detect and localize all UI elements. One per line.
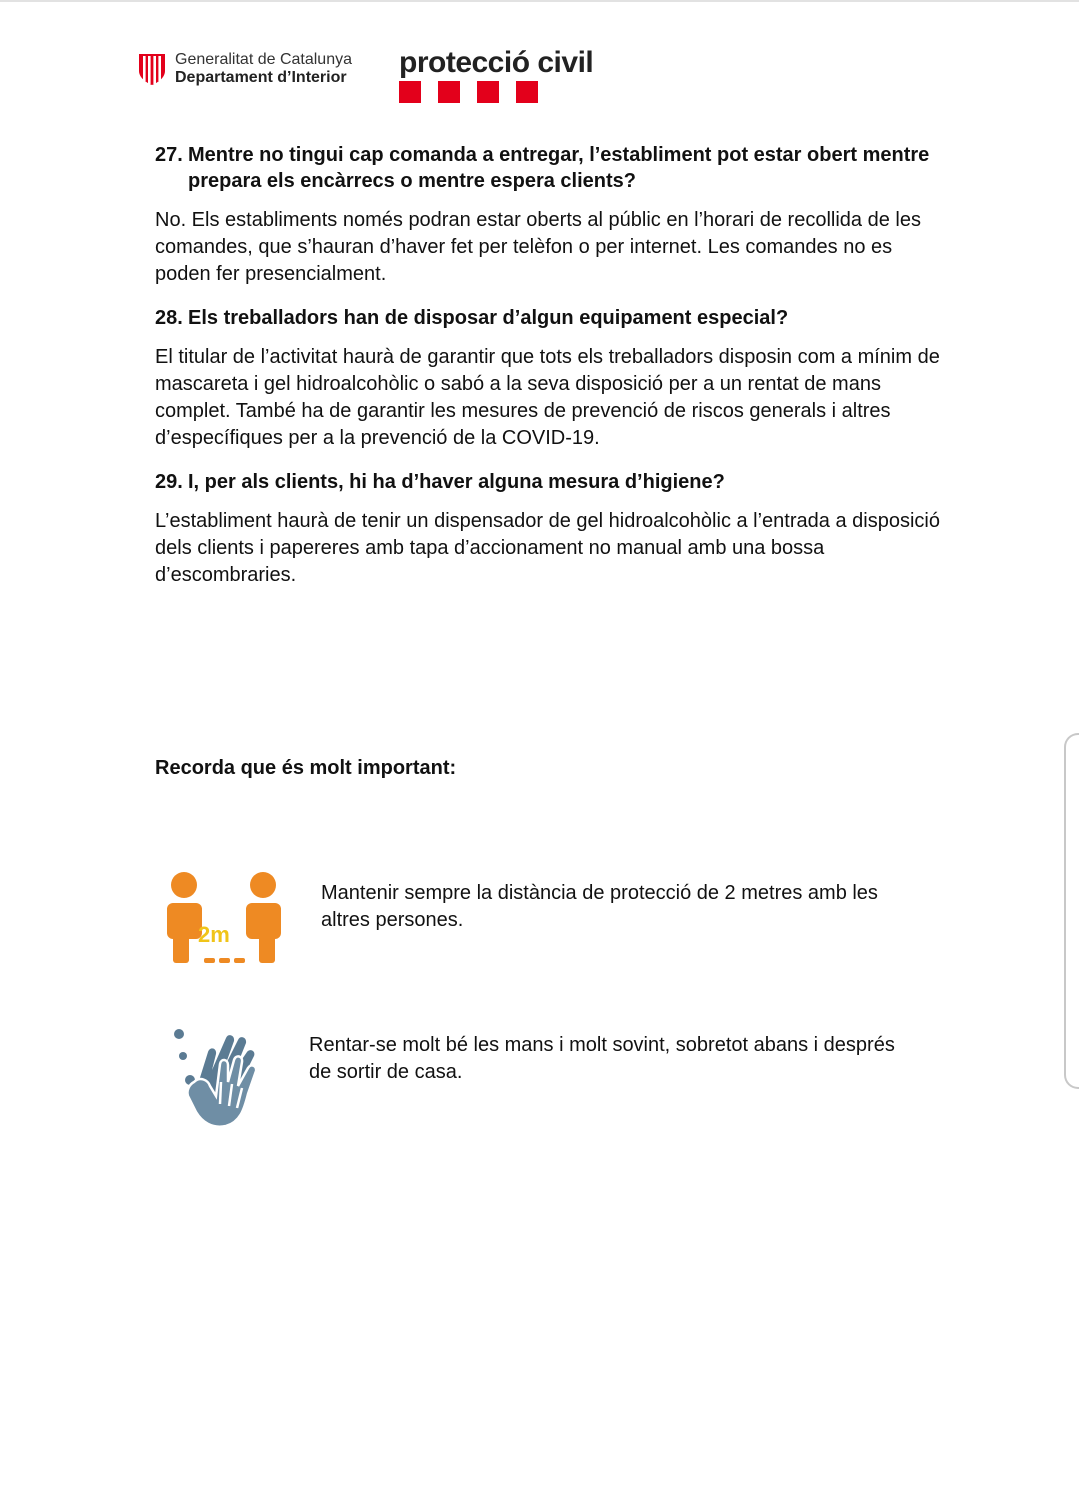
- question: [155, 142, 945, 194]
- question-number: 27.: [155, 144, 183, 166]
- question-number: 29.: [155, 471, 183, 493]
- proteccio-civil-logo: [399, 46, 593, 103]
- question-text: Mentre no tingui cap comanda a entregar, l’establiment pot estar obert mentre prepara els encàrrecs o mentre espera clients?: [188, 144, 930, 192]
- qa-item-28: [155, 305, 945, 452]
- qa-item-29: [155, 469, 945, 589]
- senyera-emblem-icon: [137, 52, 167, 86]
- department-name: Departament d’Interior: [175, 69, 347, 86]
- qa-item-27: [155, 142, 945, 288]
- social-distance-icon: [162, 868, 288, 973]
- generalitat-name: Generalitat de Catalunya: [175, 51, 352, 68]
- red-square: [477, 81, 499, 103]
- red-square: [399, 81, 421, 103]
- tip-distance-text: Mantenir sempre la distància de protecció de 2 metres amb les altres persones.: [321, 882, 878, 931]
- question-text: I, per als clients, hi ha d’haver alguna mesura d’higiene?: [188, 471, 725, 493]
- question-text: Els treballadors han de disposar d’algun equipament especial?: [188, 307, 789, 329]
- reminder-heading: Recorda que és molt important:: [155, 757, 457, 779]
- red-square: [438, 81, 460, 103]
- generalitat-logo: [137, 50, 352, 88]
- question: [155, 469, 945, 495]
- hand-washing-icon: [168, 1024, 268, 1135]
- tip-handwashing-text: Rentar-se molt bé les mans i molt sovint, sobretot abans i després de sortir de casa.: [309, 1034, 895, 1083]
- red-squares: [399, 81, 593, 103]
- question-number: 28.: [155, 307, 183, 329]
- answer-text: No. Els establiments només podran estar oberts al públic en l’horari de recollida de les comandes, que s’hauran d’haver fet per telèfon o per internet. Les comandes no es poden fer presencialment.: [155, 209, 921, 285]
- top-border: [0, 0, 1079, 2]
- proteccio-civil-title: protecció civil: [399, 46, 594, 79]
- answer-text: L’establiment haurà de tenir un dispensador de gel hidroalcohòlic a l’entrada a disposició dels clients i papereres amb tapa d’accionament no manual amb una bossa d’escombraries.: [155, 510, 940, 586]
- side-scroll-handle[interactable]: [1064, 733, 1079, 1089]
- red-square: [516, 81, 538, 103]
- distance-label: 2m: [198, 922, 230, 947]
- question: [155, 305, 945, 331]
- answer-text: El titular de l’activitat haurà de garantir que tots els treballadors disposin com a mínim de mascareta i gel hidroalcohòlic o sabó a la seva disposició per a un rentat de mans complet. També ha de garantir les mesures de prevenció de riscos generals i altres d’específiques per a la prevenció de la COVID-19.: [155, 346, 940, 449]
